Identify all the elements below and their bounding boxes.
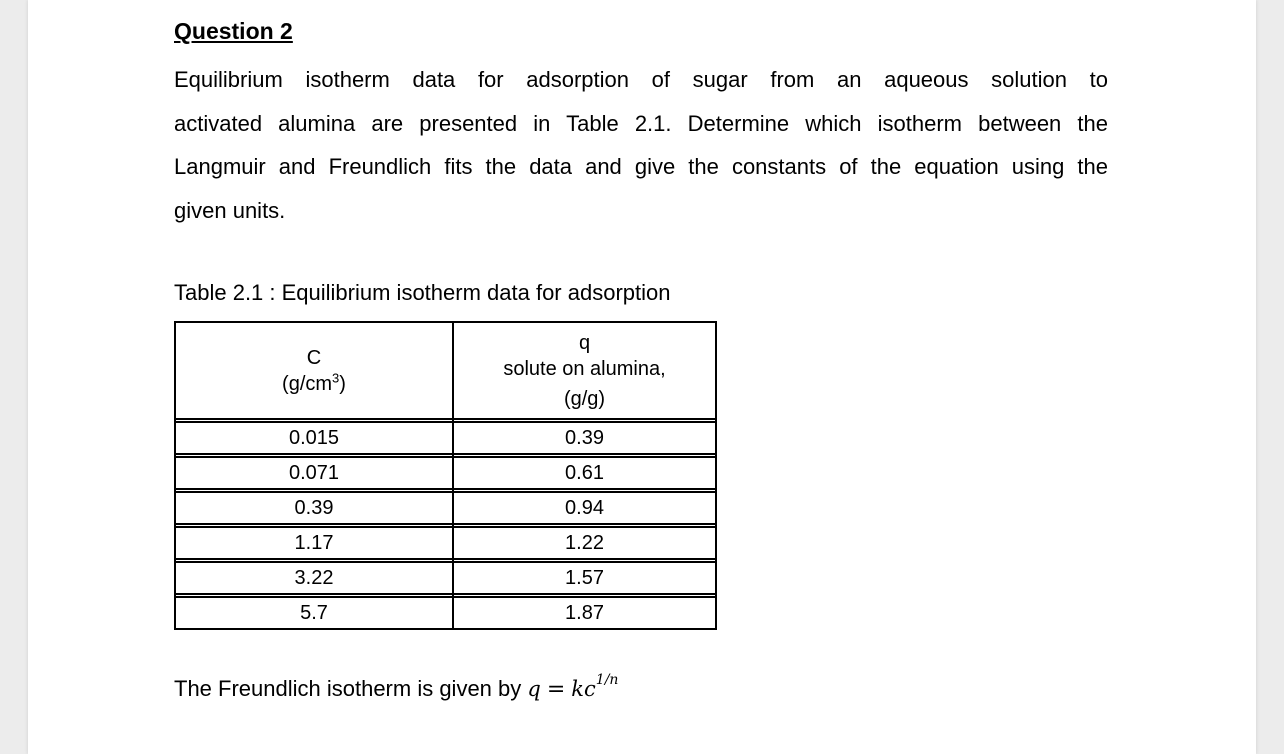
question-paragraph: [174, 58, 1108, 232]
cell-q: 1.22: [453, 527, 716, 559]
cell-c: 3.22: [175, 562, 453, 594]
table-row: [175, 527, 716, 559]
formula-equals: =: [546, 677, 566, 702]
cell-q: 0.61: [453, 457, 716, 489]
cell-q: 1.87: [453, 597, 716, 629]
header-q-unit: (g/g): [563, 387, 606, 410]
table-row: [175, 562, 716, 594]
paragraph-line: activated alumina are presented in Table 2.1. Determine which isotherm between the: [174, 110, 1108, 136]
header-q-symbol: q: [578, 331, 591, 354]
table-row: [175, 597, 716, 629]
cell-c: 5.7: [175, 597, 453, 629]
question-heading: Question 2: [174, 18, 293, 44]
formula-exponent: 1/n: [595, 672, 619, 688]
cell-q: 0.39: [453, 422, 716, 454]
cell-c: 1.17: [175, 527, 453, 559]
table-caption: Table 2.1 : Equilibrium isotherm data for adsorption: [174, 280, 671, 305]
document-page: [28, 0, 1256, 754]
freundlich-formula-line: [174, 672, 618, 702]
table-row: [175, 492, 716, 524]
cell-c: 0.071: [175, 457, 453, 489]
formula-rhs: kc: [571, 677, 596, 701]
header-c-unit: $(g/cm^3)$: [282, 369, 346, 395]
table-row: [175, 422, 716, 454]
table-header-row: [175, 322, 716, 419]
formula-lhs: q: [527, 677, 541, 701]
isotherm-data-table: [174, 321, 717, 630]
paragraph-line: Langmuir and Freundlich fits the data and give the constants of the equation using the: [174, 154, 1108, 179]
cell-c: 0.39: [175, 492, 453, 524]
table-row: [175, 457, 716, 489]
cell-q: 1.57: [453, 562, 716, 594]
paragraph-line: given units.: [174, 197, 286, 223]
header-concentration: [175, 322, 453, 419]
formula-lead-text: The Freundlich isotherm is given by: [174, 676, 522, 701]
cell-c: 0.015: [175, 422, 453, 454]
header-q-desc: solute on alumina,: [503, 357, 666, 380]
header-solute: [453, 322, 716, 419]
header-c-symbol: C: [306, 346, 322, 369]
paragraph-line: Equilibrium isotherm data for adsorption of sugar from an aqueous solution to: [174, 67, 1108, 92]
cell-q: 0.94: [453, 492, 716, 524]
